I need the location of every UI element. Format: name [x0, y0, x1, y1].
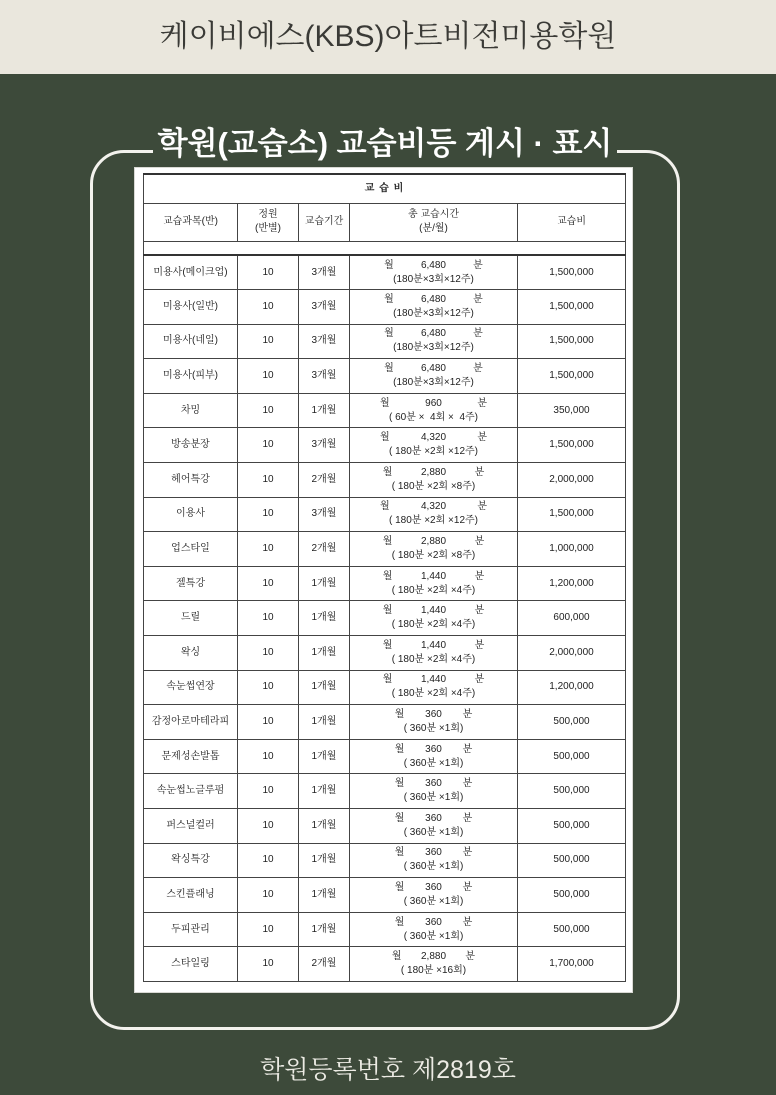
month-label: 월	[394, 847, 405, 859]
table-row	[144, 393, 626, 428]
table-row	[144, 497, 626, 532]
period-cell: 1개월	[299, 809, 350, 844]
table-row	[144, 324, 626, 359]
total-hours-cell	[350, 947, 518, 982]
capacity-cell: 10	[238, 324, 299, 359]
monthly-minutes	[395, 881, 473, 895]
table-row	[144, 912, 626, 947]
course-name-cell: 미용사(네일)	[144, 324, 238, 359]
course-name-cell: 미용사(일반)	[144, 290, 238, 325]
minutes-breakdown: ( 360분 ×1회)	[403, 826, 464, 838]
course-name-cell: 왁싱특강	[144, 843, 238, 878]
course-name-cell: 방송분장	[144, 428, 238, 463]
total-hours	[382, 673, 485, 701]
hours-header-line2: (분/월)	[419, 223, 448, 234]
period-cell: 1개월	[299, 878, 350, 913]
minutes-total: 960	[425, 397, 442, 409]
period-cell: 1개월	[299, 912, 350, 947]
capacity-header-line2: (반별)	[255, 223, 281, 234]
period-cell: 3개월	[299, 255, 350, 290]
minutes-total: 360	[425, 709, 442, 721]
monthly-minutes	[395, 916, 473, 930]
capacity-cell: 10	[238, 705, 299, 740]
fee-cell: 500,000	[518, 774, 626, 809]
minutes-unit: 분	[473, 259, 483, 271]
table-row	[144, 359, 626, 394]
month-label: 월	[382, 466, 393, 478]
fee-sheet	[135, 168, 632, 992]
minutes-total: 1,440	[420, 570, 447, 582]
monthly-minutes	[384, 362, 483, 376]
period-cell: 2개월	[299, 532, 350, 567]
minutes-total: 2,880	[420, 951, 447, 963]
period-cell: 1개월	[299, 670, 350, 705]
total-hours	[384, 362, 483, 390]
minutes-unit: 분	[474, 605, 485, 617]
total-hours-cell	[350, 705, 518, 740]
period-cell: 2개월	[299, 463, 350, 498]
capacity-cell: 10	[238, 463, 299, 498]
fee-cell: 1,500,000	[518, 359, 626, 394]
course-name-cell: 젤특강	[144, 566, 238, 601]
minutes-breakdown: ( 180분 ×2회 ×4주)	[391, 653, 476, 665]
minutes-unit: 분	[473, 293, 483, 305]
minutes-total: 360	[425, 881, 442, 893]
total-hours	[394, 708, 473, 736]
fee-cell: 1,700,000	[518, 947, 626, 982]
monthly-minutes	[383, 604, 484, 618]
table-row	[144, 290, 626, 325]
minutes-breakdown: ( 360분 ×1회)	[403, 723, 464, 735]
minutes-unit: 분	[477, 397, 487, 409]
minutes-total: 4,320	[420, 501, 447, 513]
total-hours-cell	[350, 324, 518, 359]
total-hours-cell	[350, 566, 518, 601]
month-label: 월	[382, 639, 393, 651]
capacity-cell: 10	[238, 947, 299, 982]
monthly-minutes	[383, 570, 484, 584]
total-hours	[394, 777, 473, 805]
course-name-cell: 퍼스널컬러	[144, 809, 238, 844]
total-hours	[384, 293, 483, 321]
total-hours	[382, 604, 485, 632]
minutes-breakdown: ( 360분 ×1회)	[403, 895, 464, 907]
minutes-breakdown: ( 360분 ×1회)	[403, 930, 464, 942]
minutes-breakdown: (180분×3회×12주)	[393, 342, 474, 354]
total-hours-cell	[350, 532, 518, 567]
table-row	[144, 463, 626, 498]
course-name-cell: 드릴	[144, 601, 238, 636]
minutes-total: 360	[425, 743, 442, 755]
monthly-minutes	[384, 293, 483, 307]
fee-cell: 500,000	[518, 878, 626, 913]
minutes-breakdown: ( 180분 ×16회)	[400, 965, 467, 977]
column-header-capacity	[238, 203, 299, 241]
minutes-unit: 분	[473, 363, 483, 375]
table-row	[144, 601, 626, 636]
minutes-unit: 분	[462, 847, 473, 859]
capacity-cell: 10	[238, 843, 299, 878]
fee-cell: 1,200,000	[518, 670, 626, 705]
monthly-minutes	[395, 812, 473, 826]
total-hours-cell	[350, 636, 518, 671]
table-row	[144, 809, 626, 844]
fee-cell: 2,000,000	[518, 463, 626, 498]
total-hours-cell	[350, 290, 518, 325]
hours-header-line1: 총 교습시간	[407, 209, 460, 220]
total-hours	[394, 916, 473, 944]
fee-cell: 500,000	[518, 809, 626, 844]
minutes-breakdown: (180분×3회×12주)	[393, 377, 474, 389]
total-hours-cell	[350, 843, 518, 878]
total-hours-cell	[350, 359, 518, 394]
table-row	[144, 705, 626, 740]
minutes-unit: 분	[462, 881, 473, 893]
capacity-header-line1: 정원	[258, 209, 278, 220]
table-row	[144, 428, 626, 463]
notice-heading-text: 학원(교습소) 교습비등 게시 · 표시	[153, 124, 618, 164]
minutes-breakdown: ( 180분 ×2회 ×4주)	[391, 619, 476, 631]
minutes-total: 1,440	[420, 639, 447, 651]
period-cell: 3개월	[299, 428, 350, 463]
total-hours	[382, 639, 485, 667]
month-label: 월	[382, 536, 393, 548]
table-row	[144, 774, 626, 809]
total-hours	[384, 259, 483, 287]
table-row	[144, 532, 626, 567]
table-caption: 교 습 비	[144, 174, 626, 203]
period-cell: 2개월	[299, 947, 350, 982]
total-hours-cell	[350, 774, 518, 809]
total-hours	[394, 743, 473, 771]
month-label: 월	[382, 570, 393, 582]
table-row	[144, 636, 626, 671]
month-label: 월	[394, 916, 405, 928]
minutes-breakdown: ( 180분 ×2회 ×12주)	[388, 446, 479, 458]
period-cell: 1개월	[299, 636, 350, 671]
monthly-minutes	[380, 500, 487, 514]
capacity-cell: 10	[238, 497, 299, 532]
fee-cell: 600,000	[518, 601, 626, 636]
fee-cell: 1,500,000	[518, 497, 626, 532]
period-cell: 1개월	[299, 601, 350, 636]
capacity-cell: 10	[238, 290, 299, 325]
total-hours	[391, 950, 476, 978]
fee-cell: 1,500,000	[518, 290, 626, 325]
period-cell: 1개월	[299, 739, 350, 774]
capacity-cell: 10	[238, 878, 299, 913]
course-name-cell: 속눈썹노글루펌	[144, 774, 238, 809]
total-hours-cell	[350, 739, 518, 774]
course-name-cell: 속눈썹연장	[144, 670, 238, 705]
course-name-cell: 이용사	[144, 497, 238, 532]
column-header-period: 교습기간	[299, 203, 350, 241]
minutes-breakdown: ( 60분 × 4회 × 4주)	[388, 411, 478, 423]
period-cell: 1개월	[299, 566, 350, 601]
fee-cell: 1,500,000	[518, 428, 626, 463]
minutes-total: 1,440	[420, 605, 447, 617]
minutes-total: 6,480	[420, 259, 446, 271]
total-hours	[394, 881, 473, 909]
month-label: 월	[384, 259, 394, 271]
minutes-unit: 분	[473, 328, 483, 340]
minutes-unit: 분	[462, 778, 473, 790]
minutes-unit: 분	[474, 536, 485, 548]
monthly-minutes	[380, 397, 487, 411]
table-row	[144, 739, 626, 774]
fee-cell: 350,000	[518, 393, 626, 428]
total-hours	[382, 466, 485, 494]
fee-table	[143, 173, 626, 982]
total-hours-cell	[350, 463, 518, 498]
capacity-cell: 10	[238, 566, 299, 601]
table-row	[144, 670, 626, 705]
minutes-unit: 분	[474, 570, 485, 582]
fee-cell: 500,000	[518, 912, 626, 947]
minutes-unit: 분	[474, 639, 485, 651]
total-hours-cell	[350, 601, 518, 636]
fee-cell: 1,500,000	[518, 324, 626, 359]
total-hours-cell	[350, 878, 518, 913]
course-name-cell: 감정아로마테라피	[144, 705, 238, 740]
period-cell: 1개월	[299, 774, 350, 809]
column-header-hours	[350, 203, 518, 241]
month-label: 월	[384, 363, 394, 375]
course-name-cell: 왁싱	[144, 636, 238, 671]
capacity-cell: 10	[238, 255, 299, 290]
course-name-cell: 스킨플래닝	[144, 878, 238, 913]
capacity-cell: 10	[238, 912, 299, 947]
month-label: 월	[394, 881, 405, 893]
total-hours	[379, 431, 488, 459]
course-name-cell: 헤어특강	[144, 463, 238, 498]
capacity-cell: 10	[238, 601, 299, 636]
capacity-cell: 10	[238, 428, 299, 463]
table-row	[144, 843, 626, 878]
total-hours	[379, 397, 487, 425]
total-hours-cell	[350, 497, 518, 532]
table-row	[144, 878, 626, 913]
total-hours	[384, 327, 483, 355]
fee-cell: 1,000,000	[518, 532, 626, 567]
minutes-unit: 분	[462, 812, 473, 824]
period-cell: 1개월	[299, 843, 350, 878]
minutes-total: 6,480	[420, 363, 446, 375]
course-name-cell: 업스타일	[144, 532, 238, 567]
minutes-total: 2,880	[420, 536, 447, 548]
total-hours-cell	[350, 912, 518, 947]
capacity-cell: 10	[238, 774, 299, 809]
capacity-cell: 10	[238, 393, 299, 428]
total-hours-cell	[350, 809, 518, 844]
capacity-cell: 10	[238, 739, 299, 774]
footer	[0, 1055, 776, 1085]
total-hours	[382, 535, 485, 563]
fee-cell: 1,500,000	[518, 255, 626, 290]
fee-cell: 500,000	[518, 739, 626, 774]
month-label: 월	[394, 812, 405, 824]
course-name-cell: 스타일링	[144, 947, 238, 982]
course-name-cell: 문제성손발톱	[144, 739, 238, 774]
monthly-minutes	[395, 708, 473, 722]
fee-cell: 2,000,000	[518, 636, 626, 671]
minutes-total: 2,880	[420, 466, 447, 478]
course-name-cell: 두피관리	[144, 912, 238, 947]
minutes-unit: 분	[474, 674, 485, 686]
month-label: 월	[394, 743, 405, 755]
minutes-total: 360	[425, 847, 442, 859]
table-spacer	[144, 241, 626, 255]
minutes-breakdown: ( 180분 ×2회 ×12주)	[388, 515, 479, 527]
monthly-minutes	[383, 535, 484, 549]
monthly-minutes	[380, 431, 487, 445]
minutes-total: 360	[425, 778, 442, 790]
minutes-breakdown: (180분×3회×12주)	[393, 273, 474, 285]
period-cell: 3개월	[299, 497, 350, 532]
capacity-cell: 10	[238, 359, 299, 394]
minutes-unit: 분	[462, 916, 473, 928]
monthly-minutes	[384, 327, 483, 341]
minutes-breakdown: ( 360분 ×1회)	[403, 861, 464, 873]
month-label: 월	[394, 709, 405, 721]
period-cell: 3개월	[299, 324, 350, 359]
minutes-total: 360	[425, 812, 442, 824]
monthly-minutes	[395, 846, 473, 860]
month-label: 월	[379, 501, 390, 513]
total-hours	[394, 812, 473, 840]
monthly-minutes	[395, 743, 473, 757]
table-row	[144, 566, 626, 601]
top-banner	[0, 0, 776, 74]
total-hours-cell	[350, 255, 518, 290]
total-hours	[382, 570, 485, 598]
table-caption-row	[144, 174, 626, 203]
registration-number: 학원등록번호 제2819호	[260, 1056, 516, 1084]
capacity-cell: 10	[238, 670, 299, 705]
minutes-unit: 분	[474, 466, 485, 478]
fee-cell: 1,200,000	[518, 566, 626, 601]
period-cell: 3개월	[299, 290, 350, 325]
minutes-breakdown: ( 180분 ×2회 ×8주)	[391, 550, 476, 562]
month-label: 월	[382, 674, 393, 686]
column-header-fee: 교습비	[518, 203, 626, 241]
minutes-unit: 분	[465, 951, 476, 963]
monthly-minutes	[383, 673, 484, 687]
month-label: 월	[391, 951, 402, 963]
table-header-row	[144, 203, 626, 241]
table-row	[144, 255, 626, 290]
minutes-breakdown: (180분×3회×12주)	[393, 307, 474, 319]
capacity-cell: 10	[238, 809, 299, 844]
table-row	[144, 947, 626, 982]
table-spacer-row	[144, 241, 626, 255]
column-header-course: 교습과목(반)	[144, 203, 238, 241]
monthly-minutes	[383, 466, 484, 480]
monthly-minutes	[392, 950, 475, 964]
monthly-minutes	[384, 259, 483, 273]
month-label: 월	[384, 328, 394, 340]
period-cell: 3개월	[299, 359, 350, 394]
minutes-total: 4,320	[420, 432, 447, 444]
total-hours	[379, 500, 488, 528]
minutes-breakdown: ( 360분 ×1회)	[403, 757, 464, 769]
capacity-cell: 10	[238, 636, 299, 671]
academy-name: 케이비에스(KBS)아트비전미용학원	[159, 20, 617, 53]
month-label: 월	[382, 605, 393, 617]
minutes-total: 6,480	[420, 293, 446, 305]
total-hours-cell	[350, 393, 518, 428]
minutes-breakdown: ( 180분 ×2회 ×4주)	[391, 584, 476, 596]
capacity-cell: 10	[238, 532, 299, 567]
course-name-cell: 미용사(메이크업)	[144, 255, 238, 290]
minutes-total: 1,440	[420, 674, 447, 686]
month-label: 월	[379, 432, 390, 444]
total-hours-cell	[350, 670, 518, 705]
month-label: 월	[394, 778, 405, 790]
minutes-unit: 분	[477, 432, 488, 444]
course-name-cell: 차밍	[144, 393, 238, 428]
fee-cell: 500,000	[518, 705, 626, 740]
monthly-minutes	[395, 777, 473, 791]
minutes-breakdown: ( 180분 ×2회 ×4주)	[391, 688, 476, 700]
period-cell: 1개월	[299, 705, 350, 740]
minutes-total: 360	[425, 916, 442, 928]
course-name-cell: 미용사(피부)	[144, 359, 238, 394]
minutes-breakdown: ( 360분 ×1회)	[403, 792, 464, 804]
total-hours	[394, 846, 473, 874]
minutes-total: 6,480	[420, 328, 446, 340]
minutes-unit: 분	[462, 743, 473, 755]
monthly-minutes	[383, 639, 484, 653]
total-hours-cell	[350, 428, 518, 463]
fee-cell: 500,000	[518, 843, 626, 878]
fee-table-body	[144, 255, 626, 981]
minutes-unit: 분	[462, 709, 473, 721]
minutes-unit: 분	[477, 501, 488, 513]
minutes-breakdown: ( 180분 ×2회 ×8주)	[391, 480, 476, 492]
period-cell: 1개월	[299, 393, 350, 428]
month-label: 월	[379, 397, 390, 409]
month-label: 월	[384, 293, 394, 305]
